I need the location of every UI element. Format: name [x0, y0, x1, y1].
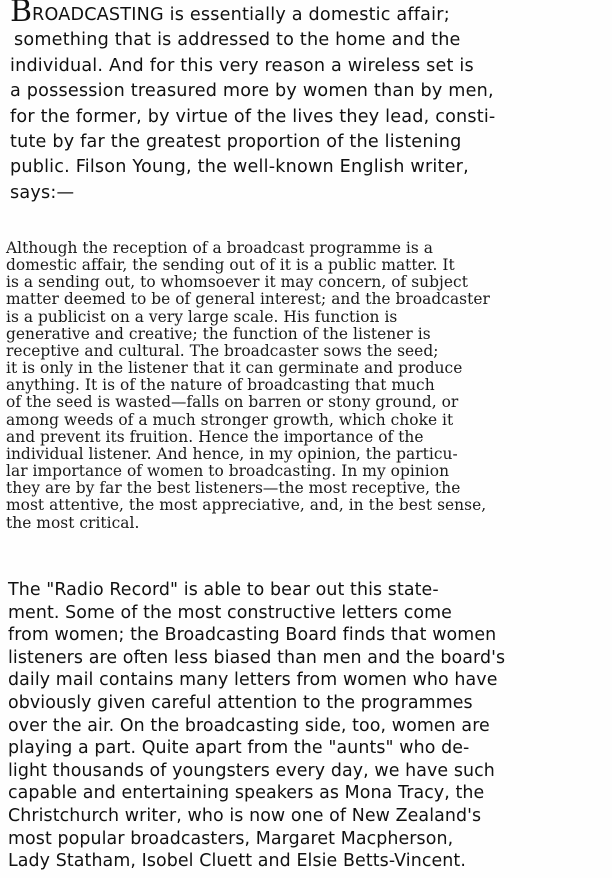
quote-line: is a publicist on a very large scale. His function is	[6, 307, 398, 326]
closing-line: light thousands of youngsters every day, we have such	[8, 760, 495, 781]
quote-line: they are by far the best listeners—the most receptive, the	[6, 479, 461, 498]
closing-line: The "Radio Record" is able to bear out this state-	[8, 580, 439, 600]
quote-line: domestic affair, the sending out of it is a public matter. It	[6, 256, 455, 275]
quote-line: and prevent its fruition. Hence the importance of the	[6, 427, 424, 446]
closing-line: daily mail contains many letters from women who have	[8, 670, 498, 691]
quote-line: receptive and cultural. The broadcaster sows the seed;	[6, 341, 439, 360]
closing-line: most popular broadcasters, Margaret Macpherson,	[8, 828, 454, 849]
intro-line: a possession treasured more by women than by men,	[10, 81, 494, 102]
intro-line: something that is addressed to the home and the	[14, 30, 461, 51]
quote-line: among weeds of a much stronger growth, which choke it	[6, 410, 454, 429]
intro-line-text: ROADCASTING is essentially a domestic affair;	[32, 5, 450, 25]
intro-paragraph	[10, 2, 602, 206]
closing-paragraph	[8, 579, 608, 873]
closing-line: ment. Some of the most constructive letters come	[8, 602, 452, 623]
intro-line: individual. And for this very reason a wireless set is	[10, 55, 474, 76]
closing-line: over the air. On the broadcasting side, too, women are	[8, 715, 490, 736]
quote-line: the most critical.	[6, 513, 140, 532]
quote-line: Although the reception of a broadcast programme is a	[6, 239, 434, 257]
quote-line: it is only in the listener that it can germinate and produce	[6, 359, 463, 378]
quote-line: generative and creative; the function of the listener is	[6, 324, 431, 343]
quote-line: lar importance of women to broadcasting. In my opinion	[6, 462, 450, 481]
quote-line: most attentive, the most appreciative, and, in the best sense,	[6, 496, 487, 515]
closing-line: obviously given careful attention to the programmes	[8, 692, 473, 713]
quote-line: anything. It is of the nature of broadcasting that much	[6, 376, 435, 395]
intro-line	[10, 2, 602, 28]
quote-line: individual listener. And hence, in my opinion, the particu-	[6, 444, 458, 463]
quote-line: of the seed is wasted—falls on barren or stony ground, or	[6, 393, 459, 412]
closing-line: listeners are often less biased than men and the board's	[8, 647, 506, 668]
intro-line: says:—	[10, 182, 75, 203]
quote-line: is a sending out, to whomsoever it may concern, of subject	[6, 273, 468, 292]
closing-line: playing a part. Quite apart from the "aunts" who de-	[8, 738, 470, 759]
filson-young-quote	[6, 240, 608, 532]
closing-line: Lady Statham, Isobel Cluett and Elsie Betts-Vincent.	[8, 851, 466, 872]
drop-cap: B	[10, 0, 33, 29]
closing-line: capable and entertaining speakers as Mona Tracy, the	[8, 783, 485, 804]
closing-line: from women; the Broadcasting Board finds that women	[8, 625, 497, 646]
intro-line: for the former, by virtue of the lives they lead, consti-	[10, 106, 496, 127]
intro-line: tute by far the greatest proportion of the listening	[10, 132, 462, 153]
quote-line: matter deemed to be of general interest; and the broadcaster	[6, 290, 490, 309]
closing-line: Christchurch writer, who is now one of New Zealand's	[8, 805, 482, 826]
intro-line: public. Filson Young, the well-known English writer,	[10, 157, 469, 178]
